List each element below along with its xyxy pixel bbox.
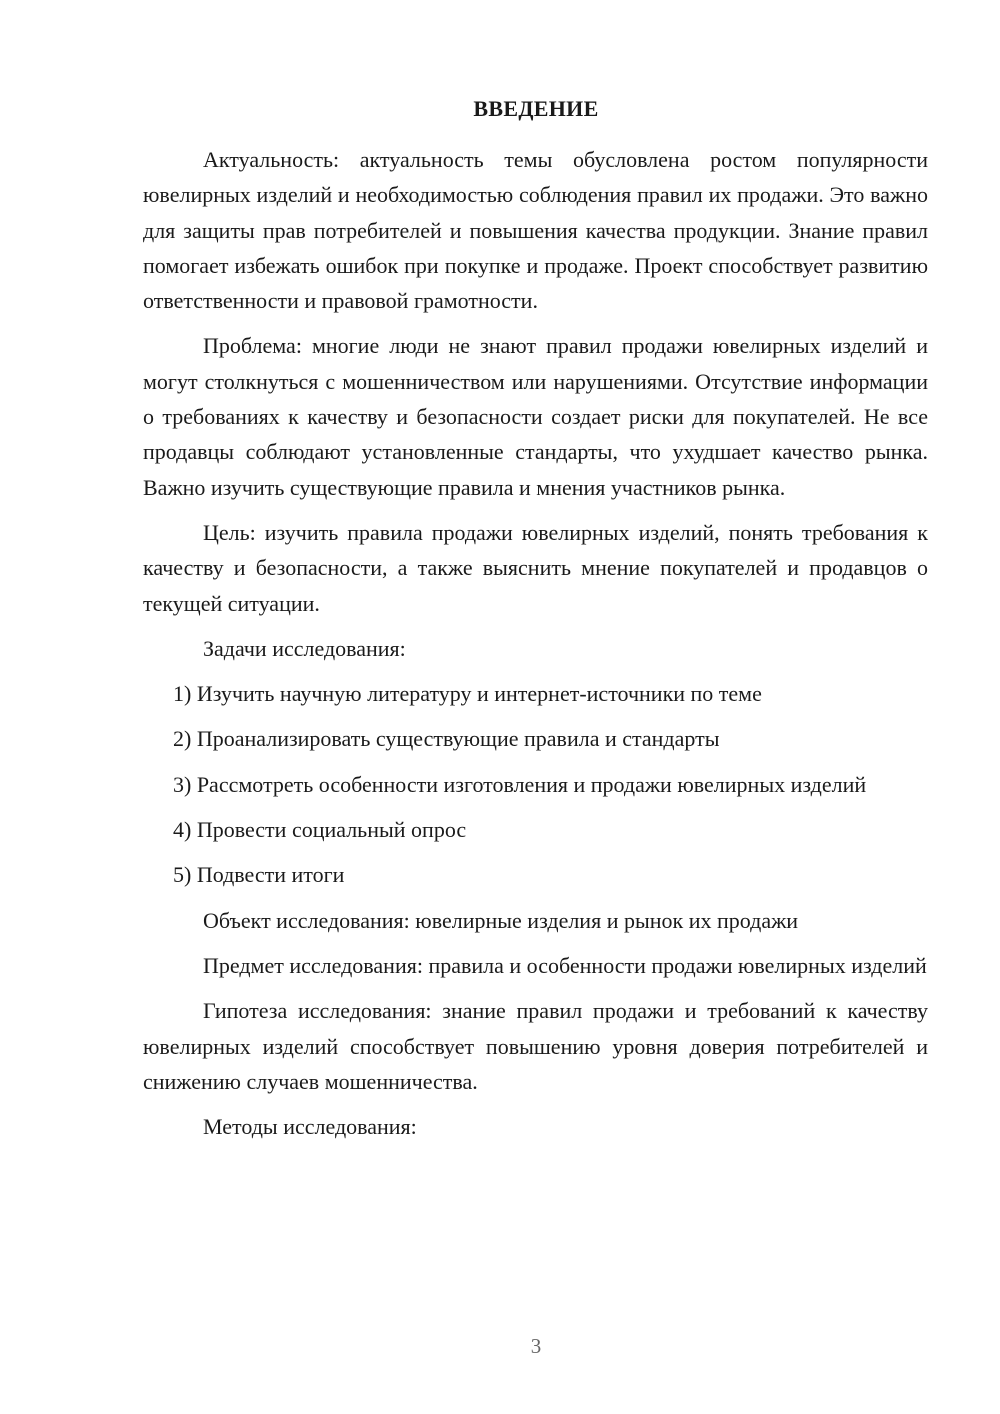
task-item-1: 1) Изучить научную литературу и интернет-источники по теме <box>173 681 762 707</box>
task-item-3: 3) Рассмотреть особенности изготовления и продажи ювелирных изделий <box>173 771 867 797</box>
page-number: 3 <box>530 1334 542 1358</box>
methods-heading: Методы исследования: <box>203 1114 417 1140</box>
paragraph-subject: Предмет исследования: правила и особенности продажи ювелирных изделий <box>203 952 927 978</box>
task-item-5: 5) Подвести итоги <box>173 862 345 888</box>
paragraph-object: Объект исследования: ювелирные изделия и рынок их продажи <box>203 907 799 933</box>
paragraph-relevance: Актуальность: актуальность темы обусловлена ростом популярности ювелирных изделий и необходимостью соблюдения правил их продажи. Это важно для защиты прав потребителей и повышения качества продукции. Знание правил помогает избежать ошибок при покупке и продаже. Проект способствует развитию ответственности и правовой грамотности. <box>143 147 928 314</box>
tasks-heading: Задачи исследования: <box>203 635 406 661</box>
task-item-2: 2) Проанализировать существующие правила и стандарты <box>173 726 720 752</box>
paragraph-goal: Цель: изучить правила продажи ювелирных изделий, понять требования к качеству и безопасности, а также выяснить мнение покупателей и продавцов о текущей ситуации. <box>143 519 928 616</box>
paragraph-problem: Проблема: многие люди не знают правил продажи ювелирных изделий и могут столкнуться с мошенничеством или нарушениями. Отсутствие информации о требованиях к качеству и безопасности создает риски для покупателей. Не все продавцы соблюдают установленные стандарты, что ухудшает качество рынка. Важно изучить существующие правила и мнения участников рынка. <box>143 333 928 500</box>
page-title: ВВЕДЕНИЕ <box>473 96 599 121</box>
task-item-4: 4) Провести социальный опрос <box>173 817 467 843</box>
document-body <box>143 142 928 1154</box>
paragraph-hypothesis: Гипотеза исследования: знание правил продажи и требований к качеству ювелирных изделий способствует повышению уровня доверия потребителей и снижению случаев мошенничества. <box>143 998 928 1094</box>
